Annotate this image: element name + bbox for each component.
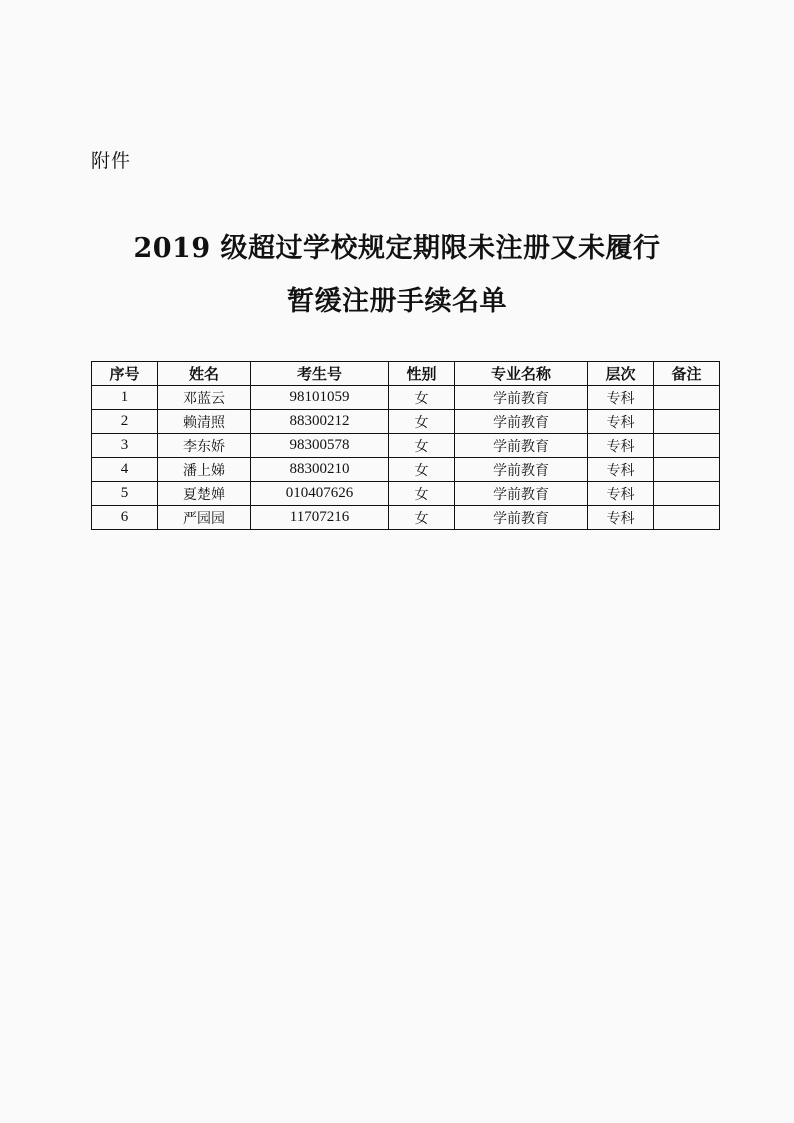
cell-name: 赖清照 — [158, 410, 251, 434]
cell-level: 专科 — [588, 410, 654, 434]
cell-name: 夏楚婵 — [158, 482, 251, 506]
table-row — [92, 434, 720, 458]
cell-level: 专科 — [588, 386, 654, 410]
cell-index: 2 — [92, 410, 158, 434]
cell-index: 6 — [92, 506, 158, 530]
cell-gender: 女 — [389, 386, 455, 410]
cell-level: 专科 — [588, 506, 654, 530]
header-gender: 性别 — [389, 362, 455, 386]
cell-exam-number: 88300210 — [251, 458, 389, 482]
cell-major: 学前教育 — [455, 434, 588, 458]
cell-gender: 女 — [389, 506, 455, 530]
header-exam-number: 考生号 — [251, 362, 389, 386]
table-row — [92, 410, 720, 434]
cell-index: 1 — [92, 386, 158, 410]
table-row — [92, 386, 720, 410]
attachment-label: 附件 — [91, 150, 132, 172]
document-title-line2: 暂缓注册手续名单 — [287, 286, 507, 317]
cell-remarks — [654, 506, 720, 530]
cell-level: 专科 — [588, 458, 654, 482]
cell-gender: 女 — [389, 410, 455, 434]
cell-name: 严园园 — [158, 506, 251, 530]
cell-gender: 女 — [389, 434, 455, 458]
cell-remarks — [654, 434, 720, 458]
cell-major: 学前教育 — [455, 410, 588, 434]
table-row — [92, 506, 720, 530]
cell-index: 4 — [92, 458, 158, 482]
document-title-line1: 2019 级超过学校规定期限未注册又未履行 — [133, 233, 661, 264]
header-name: 姓名 — [158, 362, 251, 386]
cell-index: 5 — [92, 482, 158, 506]
cell-remarks — [654, 458, 720, 482]
cell-remarks — [654, 482, 720, 506]
cell-major: 学前教育 — [455, 482, 588, 506]
cell-major: 学前教育 — [455, 506, 588, 530]
cell-index: 3 — [92, 434, 158, 458]
table-row — [92, 482, 720, 506]
cell-exam-number: 98101059 — [251, 386, 389, 410]
cell-name: 李东娇 — [158, 434, 251, 458]
cell-level: 专科 — [588, 482, 654, 506]
cell-level: 专科 — [588, 434, 654, 458]
cell-name: 潘上娣 — [158, 458, 251, 482]
header-major: 专业名称 — [455, 362, 588, 386]
table-header-row — [92, 362, 720, 386]
cell-name: 邓蓝云 — [158, 386, 251, 410]
cell-exam-number: 88300212 — [251, 410, 389, 434]
header-level: 层次 — [588, 362, 654, 386]
table-row — [92, 458, 720, 482]
cell-exam-number: 11707216 — [251, 506, 389, 530]
student-roster-table — [91, 361, 720, 530]
header-remarks: 备注 — [654, 362, 720, 386]
cell-remarks — [654, 410, 720, 434]
cell-remarks — [654, 386, 720, 410]
cell-exam-number: 98300578 — [251, 434, 389, 458]
cell-major: 学前教育 — [455, 386, 588, 410]
cell-exam-number: 010407626 — [251, 482, 389, 506]
cell-gender: 女 — [389, 482, 455, 506]
cell-gender: 女 — [389, 458, 455, 482]
header-index: 序号 — [92, 362, 158, 386]
cell-major: 学前教育 — [455, 458, 588, 482]
